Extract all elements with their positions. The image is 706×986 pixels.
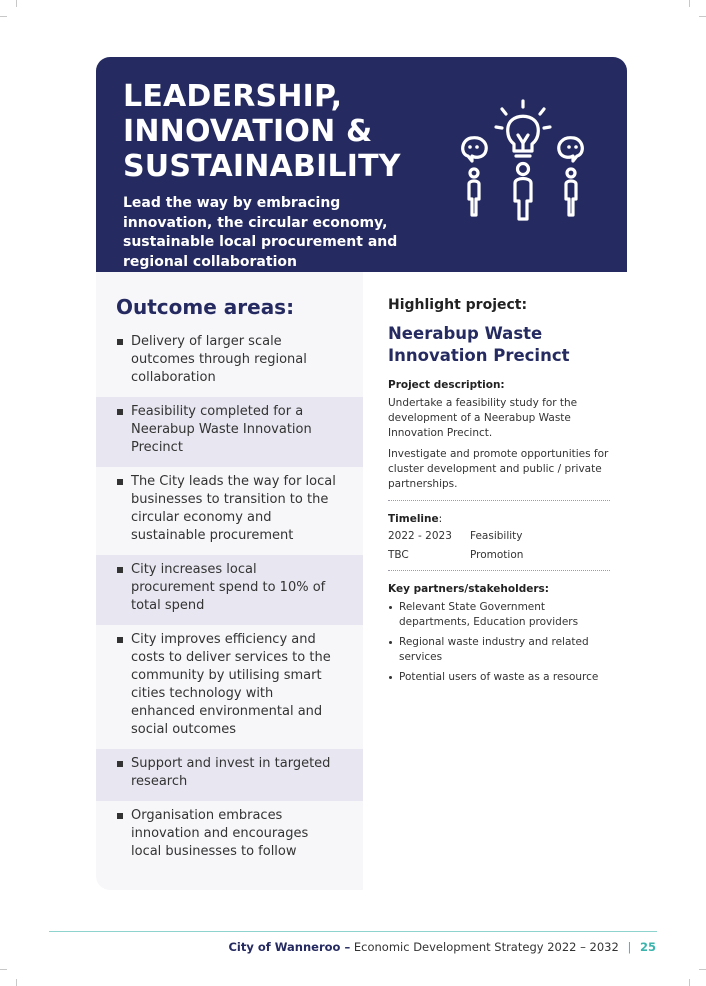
footer-separator: | (627, 940, 632, 954)
outcome-areas-panel (96, 272, 363, 890)
crop-mark (699, 16, 706, 17)
outcome-text: Support and invest in targeted research (131, 756, 331, 789)
crop-mark (16, 0, 17, 7)
timeline-label: Timeline: (388, 513, 443, 525)
bullet-icon (117, 761, 123, 767)
bullet-icon (117, 637, 123, 643)
bullet-icon (389, 676, 392, 679)
list-item (96, 749, 363, 801)
list-item (96, 801, 363, 871)
crop-mark (16, 979, 17, 986)
timeline-stage: Promotion (470, 549, 524, 561)
table-row (388, 530, 523, 549)
dotted-divider (388, 570, 610, 571)
list-item (96, 397, 363, 467)
page-title: LEADERSHIP, INNOVATION & SUSTAINABILITY (123, 79, 401, 184)
timeline-year: 2022 - 2023 (388, 530, 452, 542)
dotted-divider (388, 500, 610, 501)
timeline-stage: Feasibility (470, 530, 523, 542)
list-item (96, 625, 363, 749)
ideas-people-lightbulb-icon (458, 97, 588, 232)
bullet-icon (117, 339, 123, 345)
list-item: Regional waste industry and related services (388, 635, 612, 665)
outcome-text: Organisation embraces innovation and encourages local businesses to follow (131, 808, 309, 859)
header-banner (96, 57, 627, 272)
timeline-table (388, 530, 523, 568)
footer-divider (49, 931, 657, 932)
bullet-icon (117, 813, 123, 819)
bullet-icon (389, 641, 392, 644)
crop-mark (699, 969, 706, 970)
highlight-project-panel (388, 297, 612, 690)
page-subtitle: Lead the way by embracing innovation, the circular economy, sustainable local procurement and regional collaboration (123, 195, 398, 270)
outcome-text: The City leads the way for local businesses to transition to the circular economy and sustainable procurement (131, 474, 336, 543)
outcome-text: Delivery of larger scale outcomes through regional collaboration (131, 334, 307, 385)
footer-org: City of Wanneroo – (228, 940, 351, 954)
outcome-areas-heading: Outcome areas: (116, 295, 295, 319)
description-label: Project description: (388, 379, 505, 391)
crop-mark (689, 979, 690, 986)
page-number: 25 (639, 940, 656, 954)
outcome-text: City improves efficiency and costs to deliver services to the community by utilising smart cities technology with enhanced environmental and social outcomes (131, 632, 331, 737)
outcome-text: City increases local procurement spend to 10% of total spend (131, 562, 326, 613)
bullet-icon (117, 567, 123, 573)
list-item: Potential users of waste as a resource (388, 670, 612, 685)
description-paragraph: Investigate and promote opportunities for cluster development and public / private partnerships. (388, 448, 609, 490)
list-item (96, 555, 363, 625)
crop-mark (0, 16, 7, 17)
list-item (96, 327, 363, 397)
timeline-year: TBC (388, 549, 409, 561)
list-item (96, 467, 363, 555)
page-footer (228, 940, 656, 954)
crop-mark (0, 969, 7, 970)
description-paragraph: Undertake a feasibility study for the development of a Neerabup Waste Innovation Precinct. (388, 397, 578, 439)
bullet-icon (117, 409, 123, 415)
outcome-text: Feasibility completed for a Neerabup Waste Innovation Precinct (131, 404, 312, 455)
crop-mark (689, 0, 690, 7)
partners-list (388, 600, 612, 685)
partners-label: Key partners/stakeholders: (388, 583, 549, 595)
table-row (388, 549, 523, 568)
bullet-icon (117, 479, 123, 485)
list-item: Relevant State Government departments, Education providers (388, 600, 612, 630)
project-title: Neerabup Waste Innovation Precinct (388, 324, 570, 365)
highlight-label: Highlight project: (388, 297, 528, 313)
outcome-list (96, 327, 363, 871)
bullet-icon (389, 606, 392, 609)
footer-doc-title: Economic Development Strategy 2022 – 2032 (353, 940, 619, 954)
